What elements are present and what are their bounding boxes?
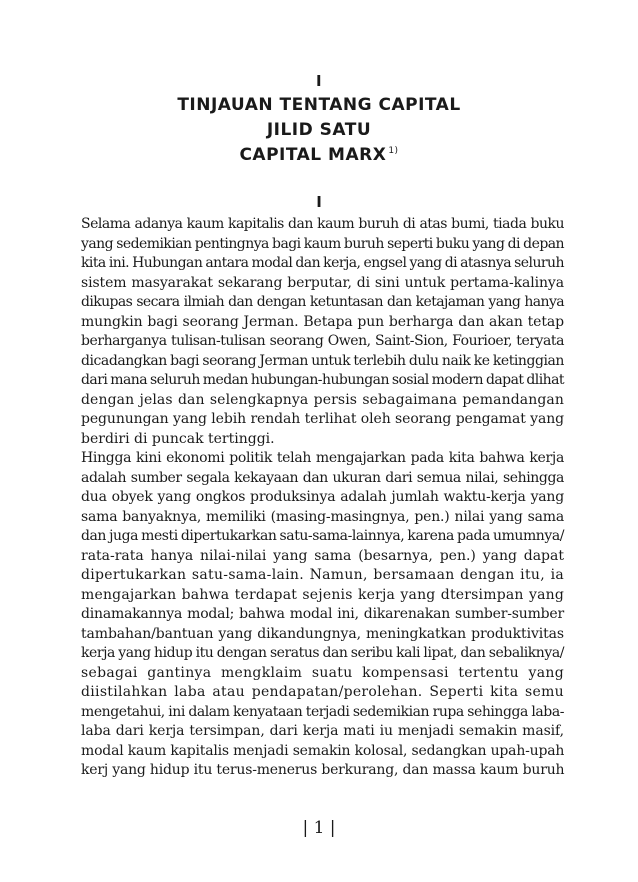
body-line: berdiri di puncak tertinggi. (81, 430, 275, 447)
body-line: kerj yang hidup itu terus-menerus berkurang, dan massa kaum buruh (81, 762, 565, 778)
body-line: dipertukarkan satu-sama-lain. Namun, bersamaan dengan itu, ia (81, 567, 564, 583)
body-line: Hingga kini ekonomi politik telah mengajarkan pada kita bahwa kerja (81, 450, 564, 466)
body-line: sama banyaknya, memiliki (masing-masingnya, pen.) nilai yang sama (81, 508, 564, 525)
body-line: dua obyek yang ongkos produksinya adalah jumlah waktu-kerja yang (81, 489, 564, 505)
title-line-2: JILID SATU (266, 120, 372, 140)
body-line: dinamakannya modal; bahwa modal ini, dikarenakan sumber-sumber (81, 606, 564, 622)
footnote-mark: 1) (388, 146, 399, 157)
body-line: dikupas secara ilmiah dan dengan ketuntasan dan ketajaman yang hanya (81, 294, 564, 310)
body-line: sistem masyarakat sekarang berputar, di sini untuk pertama-kalinya (81, 274, 564, 291)
body-line: modal kaum kapitalis menjadi semakin kolosal, sedangkan upah-upah (81, 742, 565, 759)
body-line: Selama adanya kaum kapitalis dan kaum buruh di atas bumi, tiada buku (81, 216, 564, 232)
body-text (81, 215, 564, 781)
body-line: yang sedemikian pentingnya bagi kaum buruh seperti buku yang di depan (81, 235, 564, 252)
body-line: dengan jelas dan selengkapnya persis sebagaimana pemandangan (81, 391, 564, 408)
body-line: pegunungan yang lebih rendah terlihat oleh seorang pengamat yang (81, 411, 564, 427)
body-line: dicadangkan bagi seorang Jerman untuk terlebih dulu naik ke ketinggian (81, 352, 564, 369)
chapter-number: I (315, 72, 323, 90)
body-line: mungkin bagi seorang Jerman. Betapa pun berharga dan akan tetap (81, 313, 564, 330)
body-line: dan juga mesti dipertukarkan satu-sama-lainnya, karena pada umumnya/ (81, 528, 564, 544)
body-line: laba dari kerja tersimpan, dari kerja mati iu menjadi semakin masif, (81, 723, 564, 739)
body-line: adalah sumber segala kekayaan dan ukuran dari semua nilai, sehingga (81, 469, 564, 486)
body-line: rata-rata hanya nilai-nilai yang sama (besarnya, pen.) yang dapat (81, 547, 564, 564)
title-line-1: TINJAUAN TENTANG CAPITAL (177, 95, 461, 115)
body-line: mengetahui, ini dalam kenyataan terjadi sedemikian rupa sehingga laba- (81, 703, 564, 720)
body-line: kerja yang hidup itu dengan seratus dan seribu kali lipat, dan sebaliknya/ (81, 645, 564, 661)
title-line-3: CAPITAL MARX (239, 145, 387, 165)
body-line: kita ini. Hubungan antara modal dan kerja, engsel yang di atasnya seluruh (81, 255, 564, 271)
body-line: dari mana seluruh medan hubungan-hubungan sosial modern dapat dlihat (81, 372, 564, 388)
body-line: mengajarkan bahwa terdapat sejenis kerja yang dtersimpan yang (81, 586, 564, 603)
body-line: diistilahkan laba atau pendapatan/perolehan. Seperti kita semu (81, 684, 564, 700)
page-number: | 1 | (302, 818, 336, 838)
body-line: berharganya tulisan-tulisan seorang Owen, Saint-Sion, Fourioer, teryata (81, 333, 564, 349)
body-line: tambahan/bantuan yang dikandungnya, meningkatkan produktivitas (81, 625, 564, 642)
title-line-3-wrapper (0, 145, 638, 165)
body-line: sebagai gantinya mengklaim suatu kompensasi tertentu yang (81, 664, 564, 681)
section-number: I (316, 193, 322, 211)
